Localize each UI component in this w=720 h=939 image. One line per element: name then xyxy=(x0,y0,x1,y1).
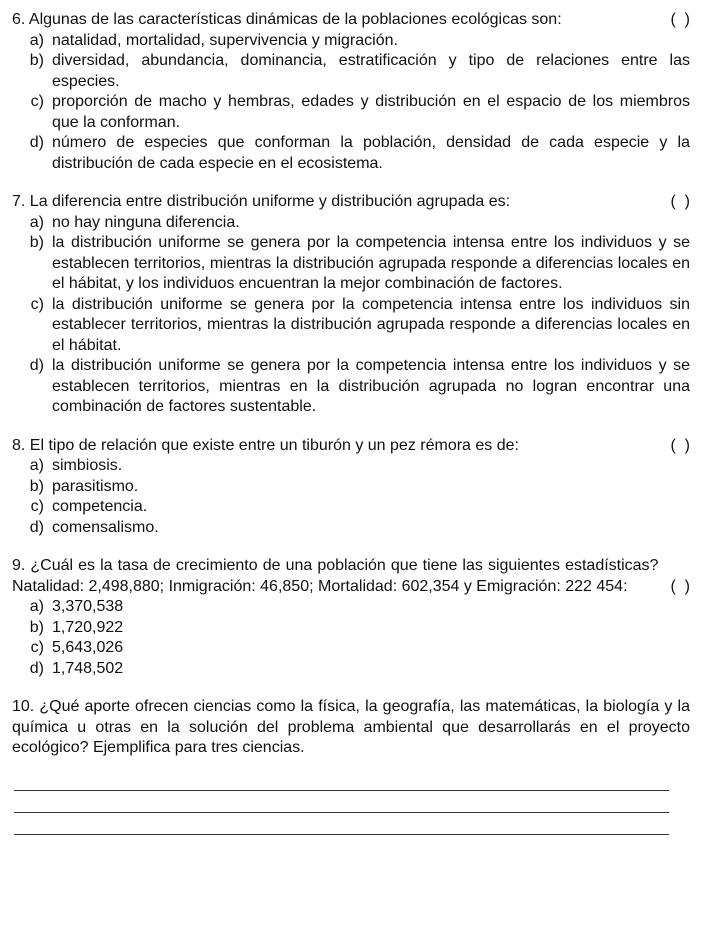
answer-blank[interactable]: ( ) xyxy=(670,436,690,454)
option-text: no hay ninguna diferencia. xyxy=(52,213,240,231)
question-9 xyxy=(12,556,690,679)
question-stem: 8. El tipo de relación que existe entre un tiburón y un pez rémora es de: xyxy=(12,436,519,454)
option-c[interactable] xyxy=(12,92,690,133)
option-letter: b) xyxy=(29,477,44,495)
answer-lines xyxy=(12,769,690,835)
question-7 xyxy=(12,192,690,418)
option-b[interactable] xyxy=(12,477,690,498)
option-text: 1,720,922 xyxy=(52,618,124,636)
option-letter: d) xyxy=(29,518,44,536)
question-stem-row xyxy=(12,436,690,457)
option-text: 5,643,026 xyxy=(52,639,124,656)
option-text: la distribución uniforme se genera por la competencia intensa entre los individuos y se establecen territorios, mientras la distribución agrupada responde a diferencias locales en el hábitat, y los individuos encuentran la mejor combinación de factores. xyxy=(52,234,690,292)
option-a[interactable] xyxy=(12,31,690,52)
option-text: natalidad, mortalidad, supervivencia y migración. xyxy=(52,31,398,49)
option-d[interactable] xyxy=(12,659,690,680)
question-stem: 7. La diferencia entre distribución uniforme y distribución agrupada es: xyxy=(12,193,511,210)
option-b[interactable] xyxy=(12,618,690,639)
option-c[interactable] xyxy=(12,497,690,518)
option-d[interactable] xyxy=(12,356,690,418)
option-letter: a) xyxy=(29,457,44,474)
options-list xyxy=(12,31,690,175)
option-text: comensalismo. xyxy=(52,518,159,536)
question-8 xyxy=(12,436,690,539)
options-list xyxy=(12,213,690,418)
options-list xyxy=(12,456,690,538)
question-stem-row xyxy=(12,556,690,597)
option-letter: a) xyxy=(29,31,44,49)
question-6 xyxy=(12,10,690,174)
option-letter: b) xyxy=(29,234,44,251)
option-text: diversidad, abundancia, dominancia, estratificación y tipo de relaciones entre las especies. xyxy=(52,52,690,90)
option-letter: b) xyxy=(29,618,44,636)
answer-blank[interactable]: ( ) xyxy=(670,193,690,210)
option-b[interactable] xyxy=(12,51,690,92)
option-letter: c) xyxy=(30,93,44,110)
option-letter: c) xyxy=(30,295,44,313)
question-stem-row xyxy=(12,10,690,31)
answer-line-1[interactable] xyxy=(14,769,669,791)
option-text: 3,370,538 xyxy=(52,598,124,615)
option-c[interactable] xyxy=(12,295,690,357)
option-text: número de especies que conforman la población, densidad de cada especie y la distribución de cada especie en el ecosistema. xyxy=(52,134,690,172)
option-text: 1,748,502 xyxy=(52,659,124,677)
option-a[interactable] xyxy=(12,456,690,477)
option-letter: d) xyxy=(29,134,44,151)
option-letter: a) xyxy=(29,598,44,615)
option-a[interactable] xyxy=(12,597,690,618)
option-a[interactable] xyxy=(12,213,690,234)
option-text: parasitismo. xyxy=(52,477,139,495)
option-text: la distribución uniforme se genera por la competencia intensa entre los individuos sin establecer territorios, mientras la distribución agrupada responde a diferencias locales en el hábitat. xyxy=(52,295,690,354)
option-letter: c) xyxy=(30,639,44,656)
answer-line-2[interactable] xyxy=(14,791,669,813)
option-letter: d) xyxy=(29,659,44,677)
question-stem: 9. ¿Cuál es la tasa de crecimiento de una población que tiene las siguientes estadísticas? Natalidad: 2,498,880; Inmigración: 46,850; Mortalidad: 602,354 y Emigración: 222 454: xyxy=(12,557,659,595)
option-c[interactable] xyxy=(12,638,690,659)
answer-blank[interactable]: ( ) xyxy=(670,577,690,595)
answer-blank[interactable]: ( ) xyxy=(670,11,690,28)
option-text: competencia. xyxy=(52,498,148,515)
option-d[interactable] xyxy=(12,133,690,174)
question-10 xyxy=(12,697,690,835)
options-list xyxy=(12,597,690,679)
option-b[interactable] xyxy=(12,233,690,295)
option-text: simbiosis. xyxy=(52,457,123,474)
option-letter: b) xyxy=(29,52,44,69)
question-stem: 10. ¿Qué aporte ofrecen ciencias como la física, la geografía, las matemáticas, la biología y la química u otras en la solución del problema ambiental que desarrollarás en el proyecto ecológico? Ejemplifica para tres ciencias. xyxy=(12,698,690,756)
option-letter: d) xyxy=(29,357,44,374)
option-d[interactable] xyxy=(12,518,690,539)
answer-line-3[interactable] xyxy=(14,813,669,835)
option-letter: a) xyxy=(29,213,44,231)
option-text: proporción de macho y hembras, edades y distribución en el espacio de los miembros que la conforman. xyxy=(52,93,690,131)
option-letter: c) xyxy=(30,498,44,515)
question-stem: 6. Algunas de las características dinámicas de la poblaciones ecológicas son: xyxy=(12,11,562,28)
question-stem-row xyxy=(12,192,690,213)
option-text: la distribución uniforme se genera por la competencia intensa entre los individuos y se establecen territorios, mientras en la distribución agrupada no logran encontrar una combinación de factores sustentable. xyxy=(52,357,690,415)
